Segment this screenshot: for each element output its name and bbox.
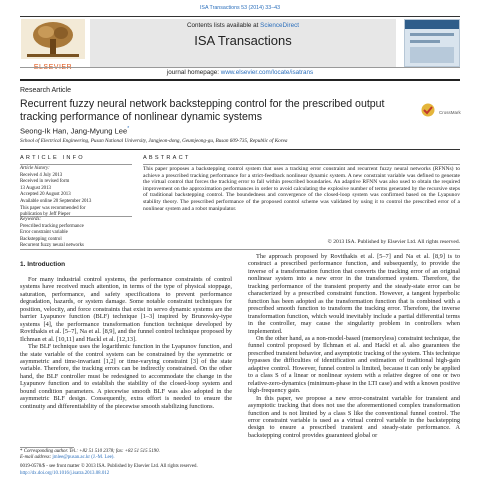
email-label: E-mail address: [20, 455, 53, 461]
authors [20, 126, 129, 136]
left-column [20, 276, 232, 410]
sciencedirect-link[interactable]: ScienceDirect [260, 22, 299, 29]
paragraph: The approach proposed by Rovithakis et al. [5–7] and Na et al. [8,9] is to construct a prescribed performance function, and subsequently, to provide the inverse of a transformation function that converts the tracking error of an original nonlinear system into a new error in the transformed system. Therefore, the tracking performance of the transient property and the steady-state error can be characterized by a prescribed constraint function. However, a tangent hyperbolic function has been adopted as the transformation function that is combined with a prescribed smooth function to transform the tracking error. Therefore, the inverse transformation function, which would inevitably include a partial differential terms in the controller, may cause the singularity problem in controllers when implemented. [248, 253, 460, 335]
history-label: Article history: [20, 166, 50, 171]
email-link[interactable]: jmlee@pusan.ac.kr (J.-M. Lee). [52, 455, 115, 461]
issn-line: 0019-0578/$ - see front matter © 2013 ISA. Published by Elsevier Ltd. All rights reserved. [20, 464, 198, 469]
header-top-rule [20, 16, 460, 17]
article-history [20, 166, 135, 219]
history-line: This paper was recommended for [20, 205, 86, 211]
keywords [20, 217, 135, 250]
article-info-rule [20, 164, 132, 165]
homepage-rule-bottom [20, 79, 460, 81]
homepage-prefix: journal homepage: [166, 69, 221, 76]
abstract-heading: ABSTRACT [143, 155, 191, 161]
right-column [248, 253, 460, 439]
corresponding-text: Corresponding author. Tel.: +82 51 510 2378; fax: +82 51 515 5190. [23, 449, 160, 454]
abstract-text: This paper proposes a backstepping control system that uses a tracking error constraint and recurrent fuzzy neural networks (RFNNs) to achieve a prescribed tracking performance for a strict-feedback nonlinear dynamic system. A new constraint variable was defined to generate the virtual control that forces the tracking error to fall within prescribed boundaries. An adaptive RFNN was also used to obtain the required improvement on the approximation performances in order to avoid calculating the explosive number of terms generated by the recursive steps of traditional backstepping control. The boundedness and convergence of the closed-loop system was confirmed based on the Lyapunov stability theory. The prescribed performance of the proposed control scheme was validated by using it to control the prescribed error of a nonlinear system and a robot manipulator. [143, 166, 460, 212]
homepage-rule-top [20, 67, 460, 68]
paper-title: Recurrent fuzzy neural network backstepping control for the prescribed output tracking performance of nonlinear dynamic systems [20, 98, 385, 123]
author-footnote-mark[interactable]: * [127, 126, 130, 132]
footnote-mark: * [20, 449, 23, 454]
abstract-rule [143, 164, 460, 165]
footnote [20, 449, 235, 462]
article-info-heading: ARTICLE INFO [20, 155, 85, 161]
crossmark-badge[interactable] [421, 101, 461, 119]
history-line: Received 4 July 2013 [20, 172, 63, 178]
crossmark-icon [421, 103, 435, 117]
keyword: Error constraint variable [20, 230, 68, 236]
keyword: Backstepping control [20, 236, 62, 242]
paragraph: The BLF technique uses the logarithmic function in the Lyapunov function, and the state variable of the control system can be constrained by the symmetric or asymmetric and time-invariant [1,2] or time-varying constraint [3] of the state variable. Therefore, the tracking errors can be indirectly constrained. On the other hand, the BLF controller must be redesigned to accommodate the change in the Lyapunov function and to establish the stability of the closed-loop system and bound condition parameters. A piecewise smooth BLF was also adopted in the asymmetric BLF design. Consequently, extra effort is needed to ensure the continuity and differentiability of the piecewise smooth stabilizing functions. [20, 343, 232, 410]
history-line: publication by Jeff Pieper [20, 212, 71, 218]
section-heading: 1. Introduction [20, 261, 66, 268]
journal-cover [404, 19, 460, 67]
footnote-rule [20, 447, 74, 448]
history-line: Received in revised form [20, 179, 70, 185]
affiliation: School of Electrical Engineering, Pusan National University, Jangjeon-dong, Geumjeong-gu, Busan 609-735, Republic of Korea [20, 138, 288, 144]
paragraph: For many industrial control systems, the performance constraints of control systems have received much attention, in terms of the type of physical stoppage, saturation, performance, and safety specifications to prevent performance degradation, hazards, or system damage. Some notable constraint techniques for position, velocity, and force constraints that exist in servo dynamic systems are the barrier Lyapunov function (BLF) technique [1–3] inspired by Brunovsky-type systems [4], the performance transformation function technique developed by Rovithakis et al. [5–7], Na et al. [8,9], and the funnel control technique proposed by Ilchman et al. [10,11] and Hackl et al. [12,13]. [20, 276, 232, 343]
elsevier-logo [21, 19, 85, 71]
history-line: 13 August 2013 [20, 185, 51, 191]
keywords-label: Keywords: [20, 217, 42, 222]
doi-link[interactable]: http://dx.doi.org/10.1016/j.isatra.2013.08.012 [20, 471, 110, 476]
crossmark-label: CrossMark [439, 110, 461, 115]
contents-prefix: Contents lists available at [186, 22, 261, 29]
keyword: Recurrent fuzzy neural networks [20, 243, 84, 249]
email-line [20, 455, 235, 461]
contents-line [90, 22, 396, 29]
paragraph: In this paper, we propose a new error-constraint variable for transient and asymptotic tracking that does not use the aforementioned complex transformation function and is not limited by a class S like the conventional funnel control. The error constraint variable is used as a virtual control variable in the backstepping design to ensure a prescribed transient and steady-state performance. A backstepping control provides guaranteed global or [248, 394, 460, 439]
elsevier-tree-icon [21, 19, 85, 59]
journal-title: ISA Transactions [194, 33, 292, 48]
history-line: Accepted 20 August 2013 [20, 192, 71, 198]
affiliation-rule [20, 149, 460, 150]
abstract-bottom-rule [20, 249, 460, 250]
keyword: Prescribed tracking performance [20, 223, 84, 229]
publisher-name: ELSEVIER [33, 64, 73, 71]
history-line: Available online 20 September 2013 [20, 198, 92, 204]
author-names: Seong-Ik Han, Jang-Myung Lee [20, 126, 128, 136]
abstract-copyright: © 2013 ISA. Published by Elsevier Ltd. All rights reserved. [327, 239, 460, 245]
homepage-line [0, 69, 480, 76]
journal-reference: ISA Transactions 53 (2014) 33–43 [199, 5, 281, 11]
homepage-link[interactable]: www.elsevier.com/locate/isatrans [220, 69, 314, 76]
article-type: Research Article [20, 87, 71, 94]
paragraph: On the other hand, as a non-model-based (memoryless) constraint technique, the funnel control proposed by Ilchman et al. and Hackl et al. also guarantees the prescribed transient behavior, and asymptotic tracking of the system. This technique bypasses the difficulties of identification and estimation of traditional high-gain adaptive control. However, funnel control is limited, because it can only be applied to a class S of a linear or nonlinear system with a relative degree of one or two relative-zero-dynamics (minimum-phase in the LTI case) and with a known positive high-frequency gain. [248, 334, 460, 395]
